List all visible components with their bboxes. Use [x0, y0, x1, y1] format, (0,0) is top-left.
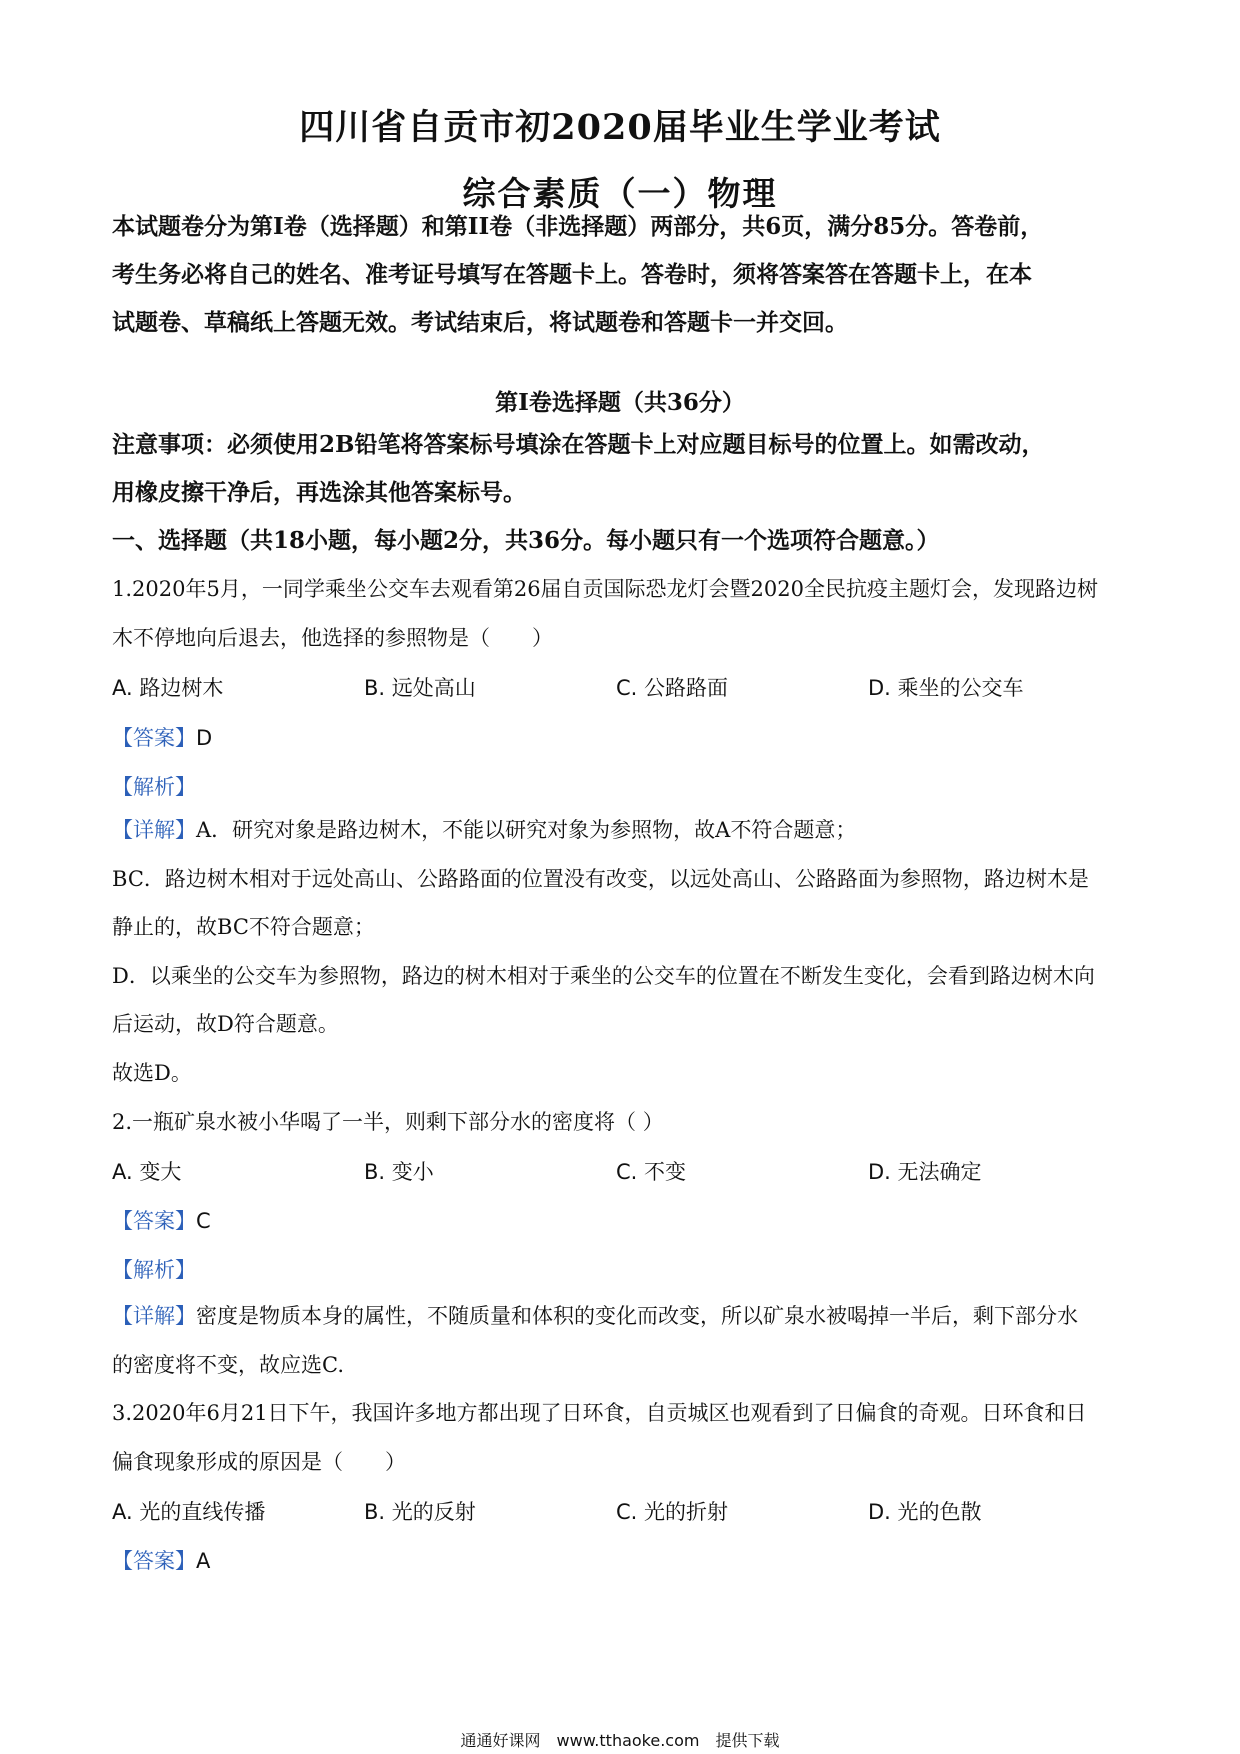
detail-text: A．研究对象是路边树木，不能以研究对象为参照物，故A不符合题意； — [196, 818, 857, 842]
q1-detail-line-5: 后运动，故D符合题意。 — [112, 1012, 339, 1036]
answer-tag: 【答案】 — [112, 726, 196, 750]
q2-answer — [112, 1205, 211, 1235]
answer-tag: 【答案】 — [112, 1549, 196, 1573]
answer-value: C — [196, 1209, 211, 1233]
answer-value: A — [196, 1549, 211, 1573]
q1-stem-line-1: 1.2020年5月，一同学乘坐公交车去观看第26届自贡国际恐龙灯会暨2020全民抗疫主题灯会，发现路边树 — [112, 577, 1099, 601]
q1-detail-line-3: 静止的，故BC不符合题意； — [112, 915, 375, 939]
q2-detail-line-1 — [112, 1301, 1132, 1331]
answer-tag: 【答案】 — [112, 1209, 196, 1233]
q1-stem-line-2: 木不停地向后退去，他选择的参照物是（ ） — [112, 626, 553, 650]
detail-text: 密度是物质本身的属性，不随质量和体积的变化而改变，所以矿泉水被喝掉一半后，剩下部分水 — [196, 1304, 1078, 1328]
q1-answer — [112, 722, 212, 752]
q3-option-b: B. 光的反射 — [364, 1500, 476, 1524]
q3-stem-line-2: 偏食现象形成的原因是（ ） — [112, 1450, 406, 1474]
detail-tag: 【详解】 — [112, 1304, 196, 1328]
q1-option-c: C. 公路路面 — [616, 676, 729, 700]
page-footer — [0, 1728, 1240, 1751]
q3-option-d: D. 光的色散 — [868, 1500, 982, 1524]
footer-note: 提供下载 — [715, 1731, 780, 1750]
q2-analysis — [112, 1254, 196, 1284]
footer-site-name: 通通好课网 — [460, 1731, 541, 1750]
exam-title: 四川省自贡市初2020届毕业生学业考试 — [299, 107, 941, 148]
q3-option-c: C. 光的折射 — [616, 1500, 729, 1524]
q2-option-d: D. 无法确定 — [868, 1160, 982, 1184]
exam-subtitle: 综合素质（一）物理 — [462, 174, 778, 213]
q1-detail-line-1 — [112, 815, 1132, 845]
q2-stem-line-1: 2.一瓶矿泉水被小华喝了一半，则剩下部分水的密度将（ ） — [112, 1110, 664, 1134]
q1-option-a: A. 路边树木 — [112, 676, 224, 700]
intro-line-1: 本试题卷分为第I卷（选择题）和第II卷（非选择题）两部分，共6页，满分85分。答卷前， — [112, 213, 1044, 240]
q1-option-d: D. 乘坐的公交车 — [868, 676, 1024, 700]
intro-line-2: 考生务必将自己的姓名、准考证号填写在答题卡上。答卷时，须将答案答在答题卡上，在本 — [112, 261, 1032, 288]
detail-tag: 【详解】 — [112, 818, 196, 842]
q1-detail-line-6: 故选D。 — [112, 1061, 192, 1085]
q3-answer — [112, 1545, 210, 1575]
q1-detail-line-2: BC．路边树木相对于远处高山、公路路面的位置没有改变，以远处高山、公路路面为参照物，路边树木是 — [112, 867, 1089, 891]
analysis-tag: 【解析】 — [112, 1258, 196, 1282]
q2-option-c: C. 不变 — [616, 1160, 687, 1184]
notice-line-1: 注意事项：必须使用2B铅笔将答案标号填涂在答题卡上对应题目标号的位置上。如需改动， — [112, 431, 1045, 458]
q3-stem-line-1: 3.2020年6月21日下午，我国许多地方都出现了日环食，自贡城区也观看到了日偏食的奇观。日环食和日 — [112, 1401, 1087, 1425]
q2-option-b: B. 变小 — [364, 1160, 434, 1184]
q1-option-b: B. 远处高山 — [364, 676, 476, 700]
footer-url[interactable]: www.tthaoke.com — [556, 1731, 700, 1750]
notice-line-2: 用橡皮擦干净后，再选涂其他答案标号。 — [112, 479, 526, 506]
section-heading: 第I卷选择题（共36分） — [495, 389, 745, 416]
q1-analysis — [112, 771, 196, 801]
part-title: 一、选择题（共18小题，每小题2分，共36分。每小题只有一个选项符合题意。） — [112, 527, 940, 554]
q3-option-a: A. 光的直线传播 — [112, 1500, 266, 1524]
analysis-tag: 【解析】 — [112, 775, 196, 799]
intro-line-3: 试题卷、草稿纸上答题无效。考试结束后，将试题卷和答题卡一并交回。 — [112, 309, 848, 336]
answer-value: D — [196, 726, 213, 750]
q1-detail-line-4: D．以乘坐的公交车为参照物，路边的树木相对于乘坐的公交车的位置在不断发生变化，会看到路边树木向 — [112, 964, 1095, 988]
q2-detail-line-2: 的密度将不变，故应选C. — [112, 1353, 344, 1377]
q2-option-a: A. 变大 — [112, 1160, 182, 1184]
